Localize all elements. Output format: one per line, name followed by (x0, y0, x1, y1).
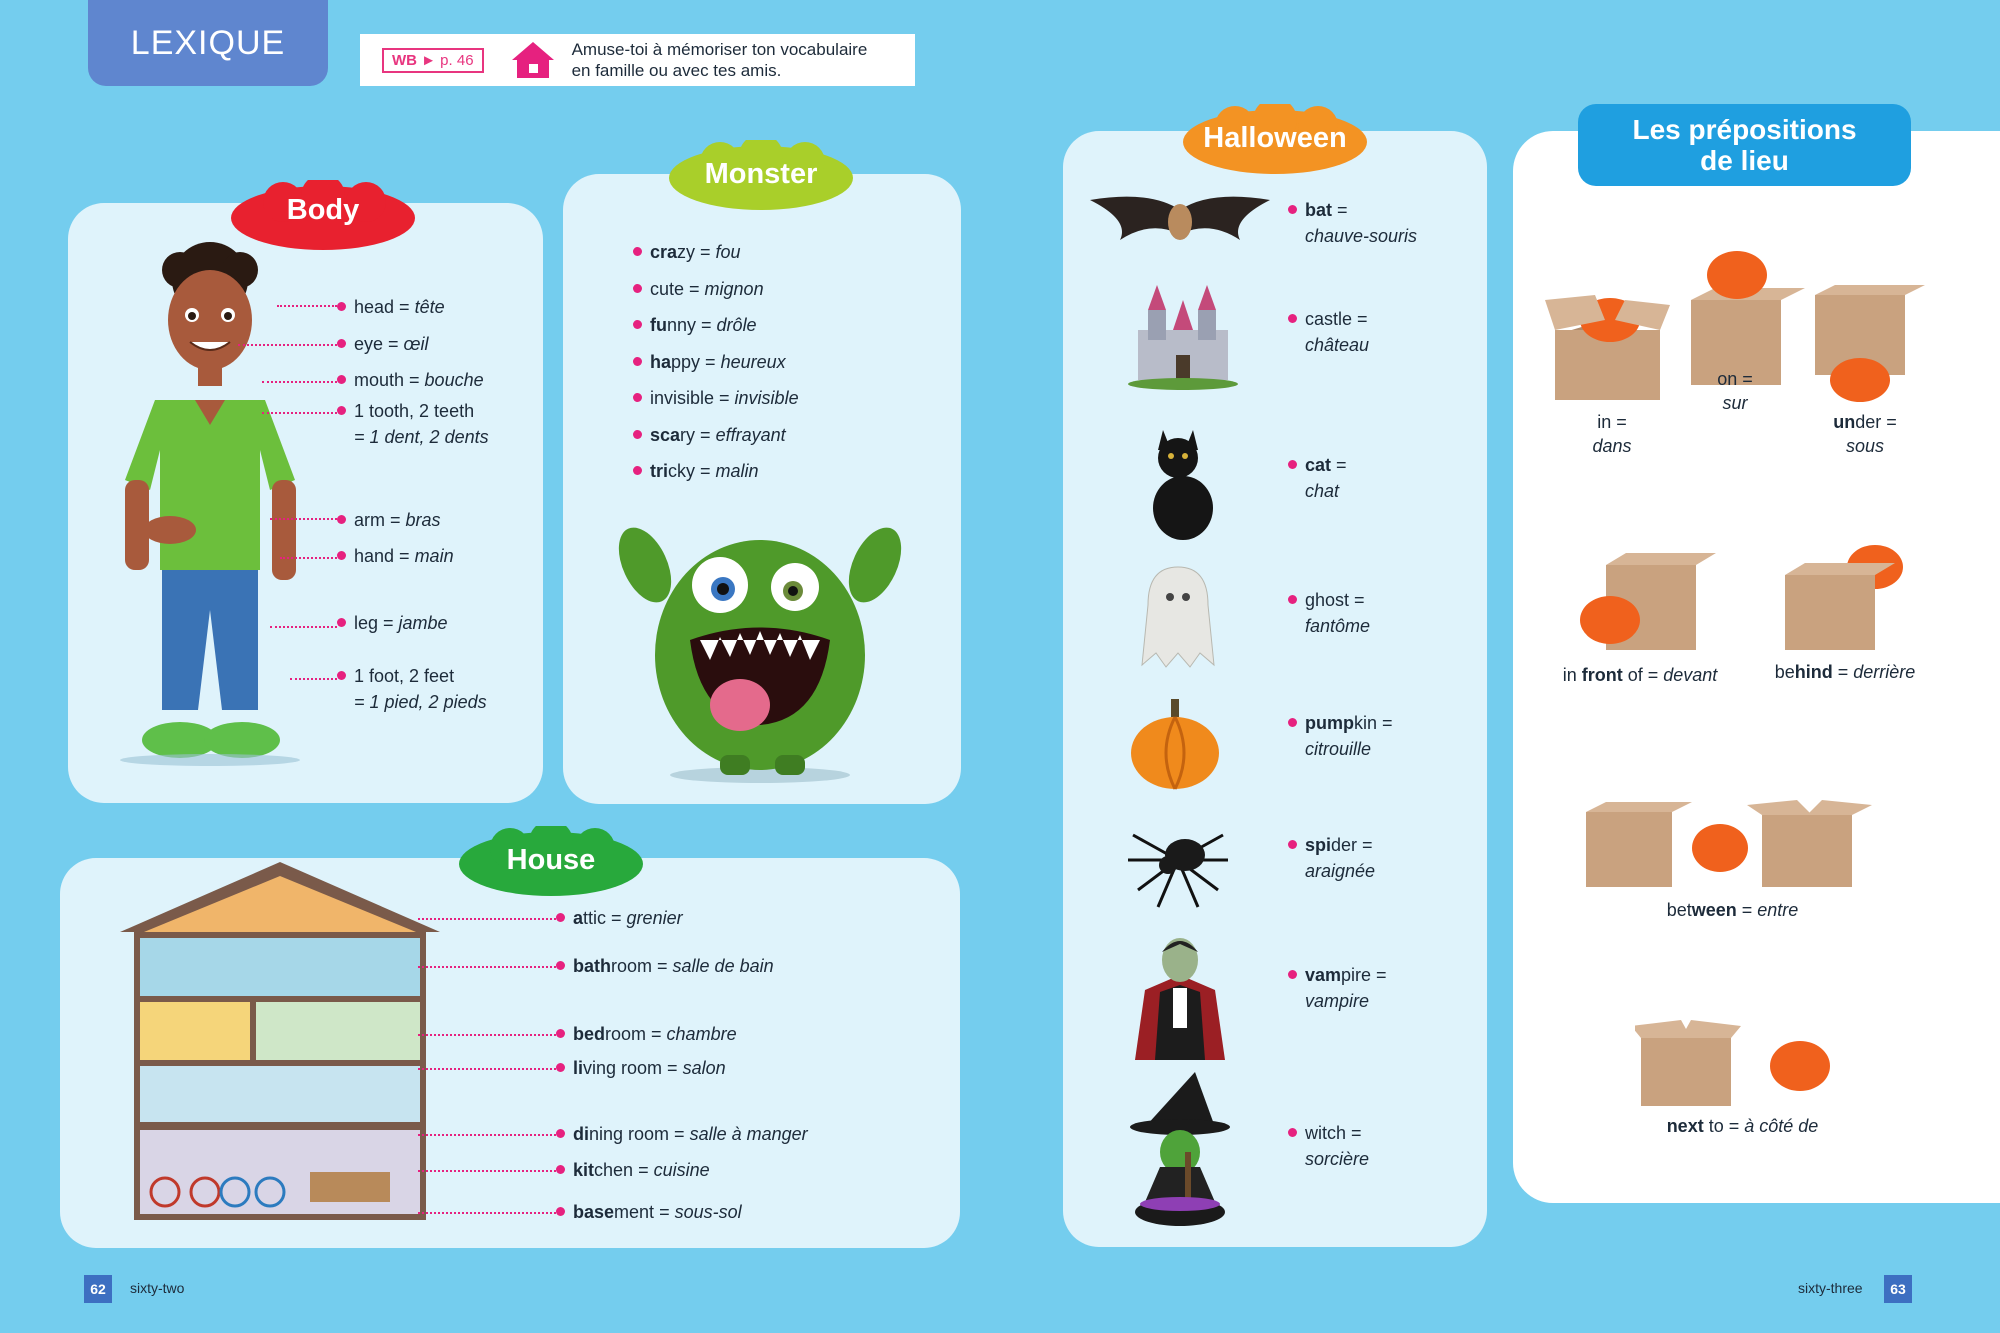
ghost-icon (1138, 565, 1218, 675)
leader-line (262, 412, 337, 414)
list-item: pumpkin = citrouille (1288, 710, 1393, 762)
spider-icon (1123, 815, 1233, 915)
page-word-right: sixty-three (1798, 1280, 1863, 1296)
list-item: basement = sous-sol (556, 1199, 742, 1225)
house-title: House (506, 844, 596, 876)
prepositions-title-line-2: de lieu (1700, 145, 1789, 176)
leader-line (280, 557, 337, 559)
list-item: 1 foot, 2 feet = 1 pied, 2 pieds (337, 663, 487, 715)
leader-line (418, 1212, 556, 1214)
hint-line-1: Amuse-toi à mémoriser ton vocabulaire (571, 40, 868, 59)
list-item: ghost = fantôme (1288, 587, 1370, 639)
leader-line (238, 344, 337, 346)
list-item: crazy = fou (633, 239, 741, 265)
vampire-icon (1125, 930, 1235, 1065)
leader-line (262, 381, 337, 383)
list-item: bat = chauve-souris (1288, 197, 1417, 249)
prep-between: between = entre (1666, 900, 1799, 920)
list-item: dining room = salle à manger (556, 1121, 808, 1147)
prep-behind: behind = derrière (1774, 662, 1916, 682)
page-word-left: sixty-two (130, 1280, 185, 1296)
list-item: mouth = bouche (337, 367, 484, 393)
monster-illustration (605, 505, 915, 790)
list-item: witch = sorcière (1288, 1120, 1369, 1172)
list-item: leg = jambe (337, 610, 448, 636)
workbook-ref: ► p. 46 (421, 51, 474, 69)
list-item: funny = drôle (633, 312, 757, 338)
leader-line (270, 518, 337, 520)
list-item: castle = château (1288, 306, 1369, 358)
boy-illustration (110, 240, 310, 775)
home-icon (510, 40, 556, 80)
castle-icon (1128, 280, 1238, 395)
leader-line (418, 1134, 556, 1136)
monster-title: Monster (704, 158, 818, 190)
bat-icon (1090, 190, 1270, 261)
list-item: 1 tooth, 2 teeth = 1 dent, 2 dents (337, 398, 489, 450)
list-item: cat = chat (1288, 452, 1347, 504)
prepositions-title-tab (1578, 104, 1911, 186)
list-item: spider = araignée (1288, 832, 1375, 884)
prep-row-4-illustration (1635, 1018, 1845, 1108)
prep-row-3-illustration (1582, 800, 1882, 890)
list-item: head = tête (337, 294, 445, 320)
hint-line-2: en famille ou avec tes amis. (571, 61, 782, 80)
prep-in-front-of: in front of = devant (1562, 665, 1718, 685)
leader-line (270, 626, 337, 628)
list-item: living room = salon (556, 1055, 726, 1081)
leader-line (418, 1068, 556, 1070)
box-under (1815, 285, 1925, 402)
leader-line (418, 918, 556, 920)
box-on (1691, 251, 1805, 385)
cat-icon (1138, 420, 1228, 545)
list-item: bedroom = chambre (556, 1021, 737, 1047)
section-title: LEXIQUE (130, 23, 286, 62)
witch-icon (1125, 1072, 1235, 1237)
list-item: tricky = malin (633, 458, 759, 484)
list-item: cute = mignon (633, 276, 764, 302)
list-item: attic = grenier (556, 905, 683, 931)
body-title: Body (286, 194, 360, 226)
list-item: hand = main (337, 543, 454, 569)
workbook-badge[interactable] (382, 48, 484, 73)
prep-in: in = dans (1592, 412, 1632, 456)
leader-line (418, 1170, 556, 1172)
list-item: arm = bras (337, 507, 441, 533)
workbook-hint (360, 34, 915, 86)
prep-next-to: next to = à côté de (1666, 1116, 1819, 1136)
hint-text (572, 39, 868, 81)
box-behind (1785, 545, 1903, 650)
list-item: happy = heureux (633, 349, 786, 375)
box-in (1545, 295, 1670, 400)
leader-line (418, 1034, 556, 1036)
house-illustration (120, 862, 440, 1267)
box-in-front (1580, 553, 1716, 650)
list-item: eye = œil (337, 331, 429, 357)
list-item: scary = effrayant (633, 422, 786, 448)
page-number-right: 63 (1884, 1275, 1912, 1303)
prep-on: on = sur (1717, 369, 1753, 413)
halloween-title: Halloween (1203, 122, 1347, 154)
leader-line (418, 966, 556, 968)
prep-under: under = sous (1833, 412, 1897, 456)
leader-line (290, 678, 337, 680)
list-item: vampire = vampire (1288, 962, 1387, 1014)
workbook-label: WB (392, 51, 417, 69)
list-item: bathroom = salle de bain (556, 953, 774, 979)
list-item: kitchen = cuisine (556, 1157, 710, 1183)
leader-line (277, 305, 337, 307)
prepositions-title-line-1: Les prépositions (1632, 114, 1857, 145)
page-number-left: 62 (84, 1275, 112, 1303)
prep-row-2-illustration (1580, 545, 1960, 655)
list-item: invisible = invisible (633, 385, 799, 411)
section-title-tab (88, 0, 328, 86)
pumpkin-icon (1127, 695, 1223, 796)
